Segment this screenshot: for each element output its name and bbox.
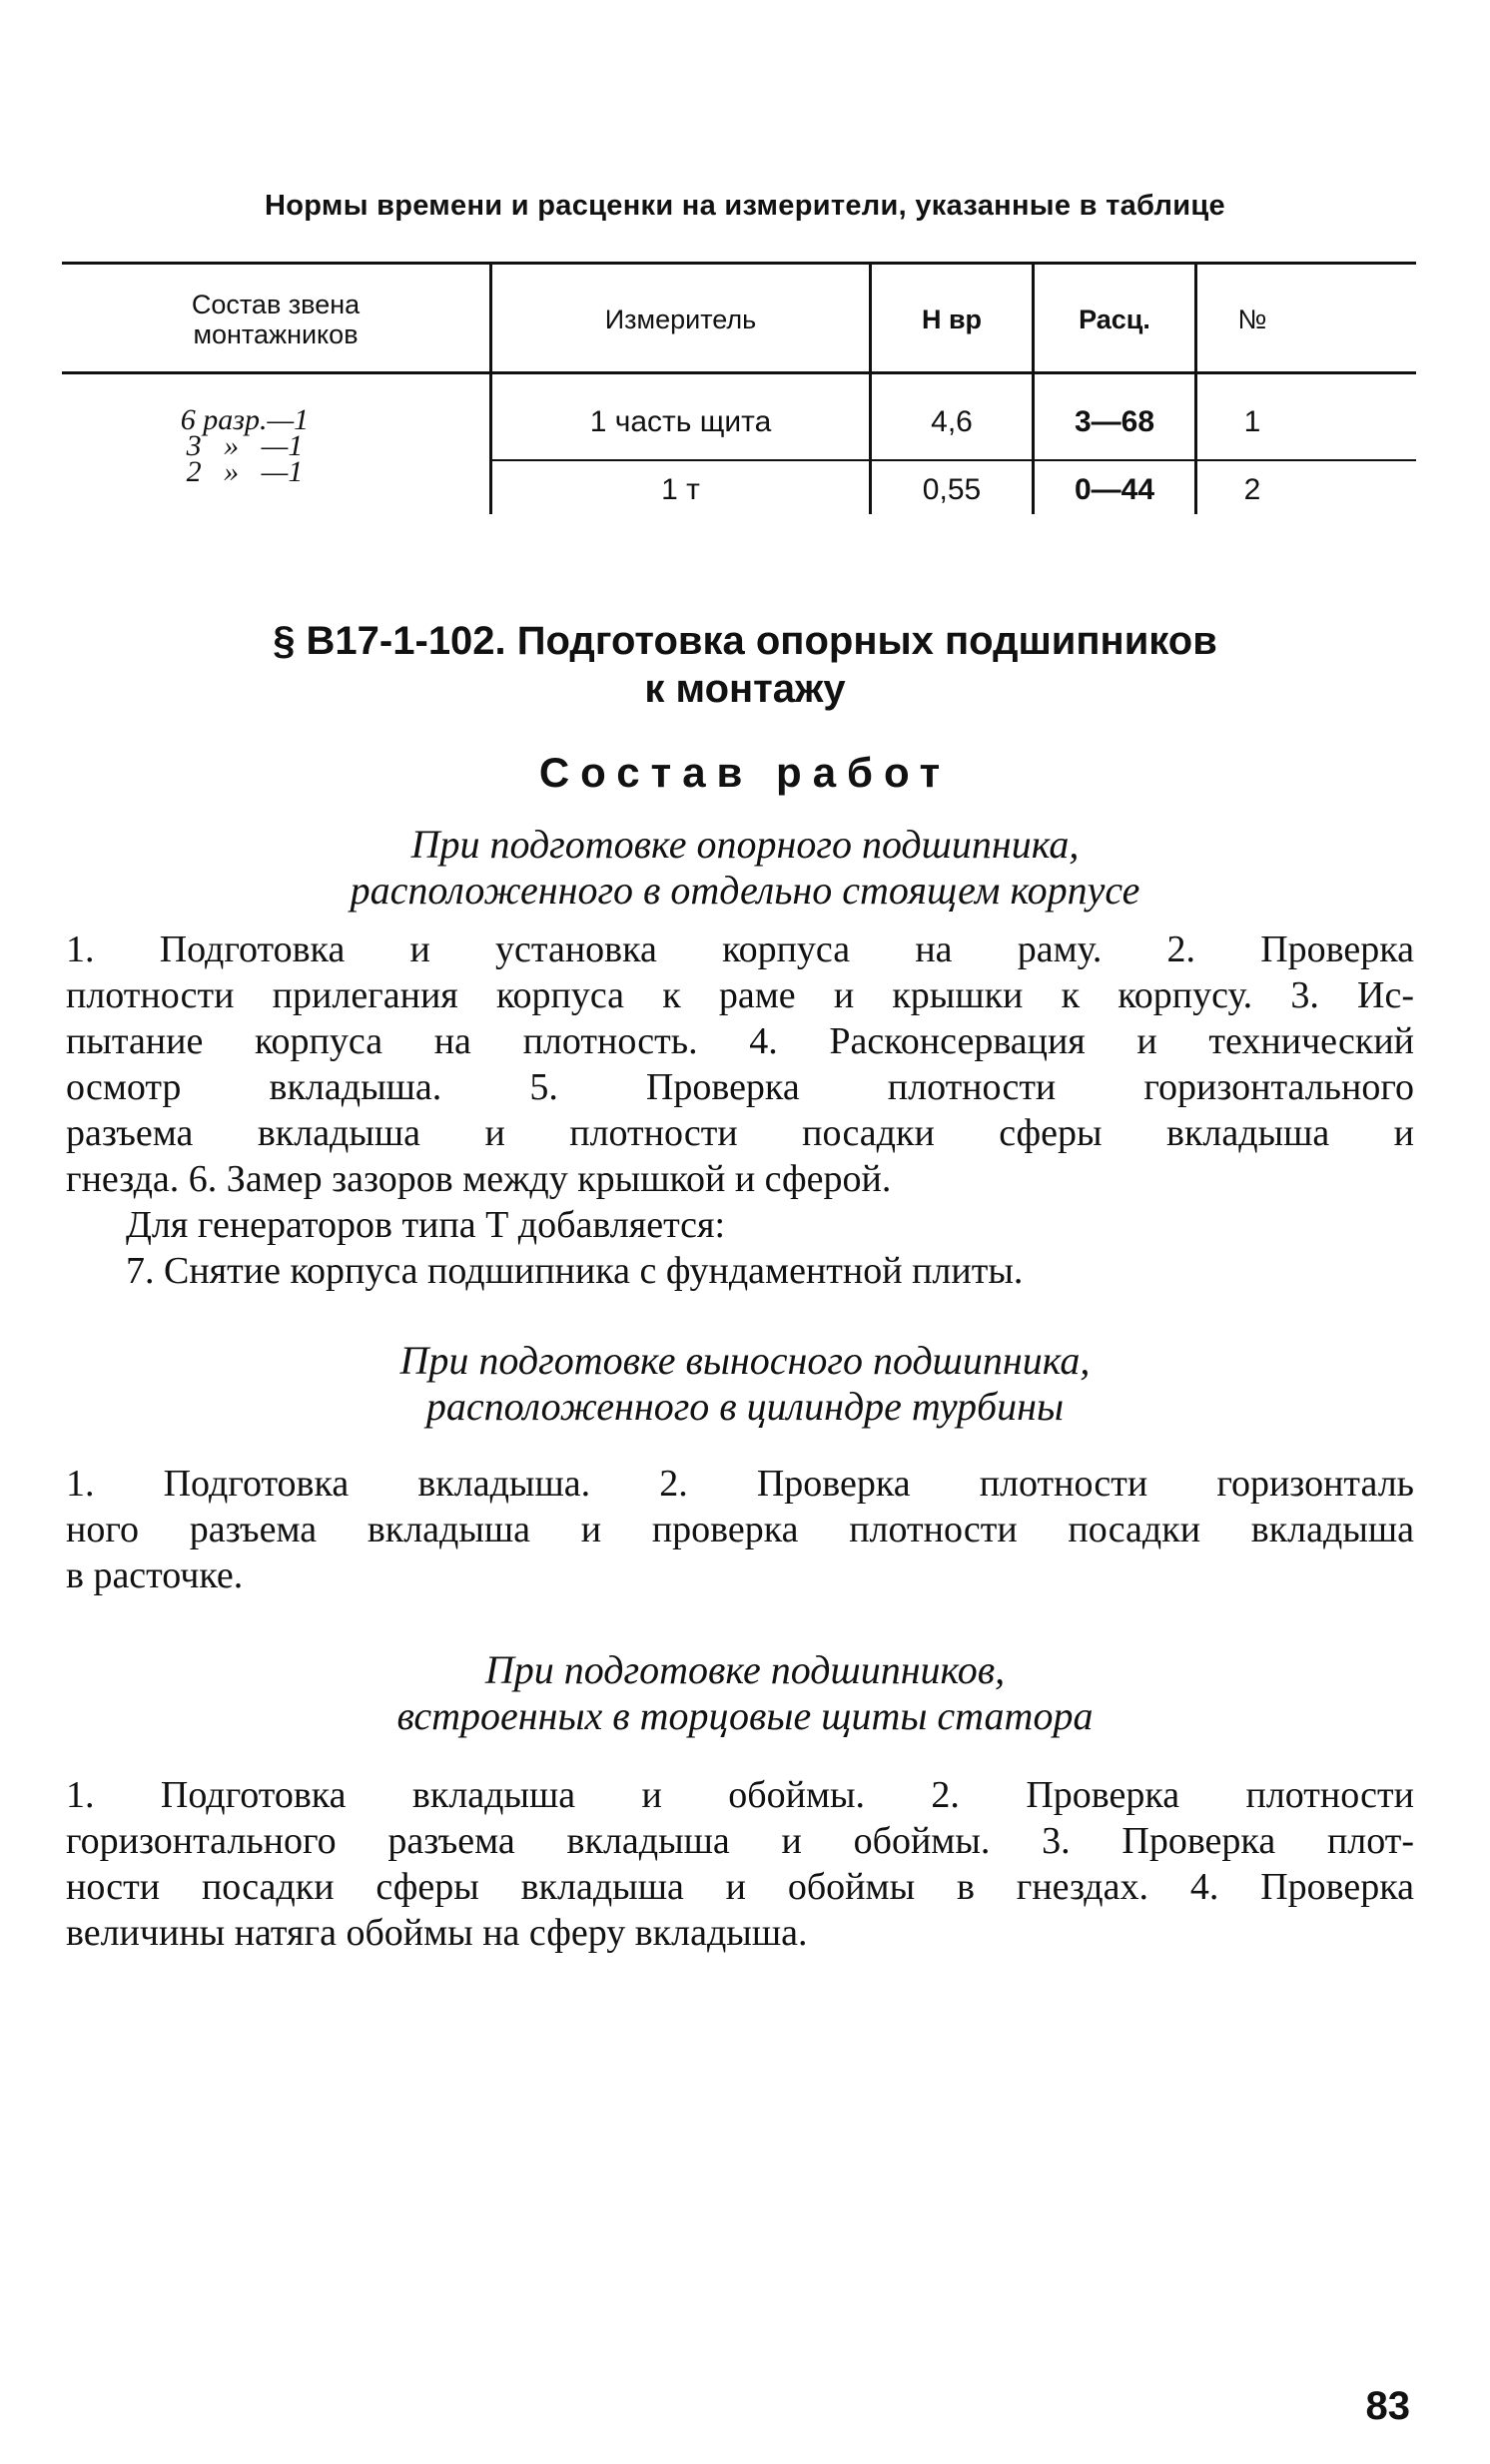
table-caption: Нормы времени и расценки на измерители, указанные в таблице	[265, 190, 1225, 222]
header-num: №	[1237, 305, 1267, 334]
text-line: 1. Подготовка и установка корпуса на раму. 2. Проверка	[66, 928, 1414, 970]
text-line: в расточке.	[66, 1554, 244, 1596]
header-crew	[62, 268, 489, 371]
row-1-measure: 1 часть щита	[589, 405, 772, 438]
crew-line-2: 3 » —1	[186, 429, 304, 462]
text-line: разъема вкладыша и плотности посадки сферы вкладыша и	[66, 1112, 1414, 1154]
text-line: ности посадки сферы вкладыша и обоймы в гнездах. 4. Проверка	[66, 1866, 1414, 1908]
subsection-2-heading-line-1: При подготовке выносного подшипника,	[399, 1338, 1091, 1383]
text-line: пытание корпуса на плотность. 4. Расконсервация и технический	[66, 1020, 1414, 1062]
text-line: величины натяга обоймы на сферу вкладыша.	[66, 1912, 808, 1954]
crew-line-1: 6 разр.—1	[180, 403, 310, 436]
row-2-rate: 0—44	[1074, 473, 1155, 506]
text-line: 7. Снятие корпуса подшипника с фундаментной плиты.	[126, 1250, 1024, 1292]
text-line: ного разъема вкладыша и проверка плотности посадки вкладыша	[66, 1509, 1414, 1550]
text-line: осмотр вкладыша. 5. Проверка плотности горизонтального	[66, 1066, 1414, 1108]
crew-composition	[0, 403, 489, 488]
section-title	[0, 617, 1490, 713]
subsection-2-heading	[0, 1338, 1490, 1430]
row-1-rate: 3—68	[1074, 405, 1155, 438]
row-1-num: 1	[1243, 405, 1261, 438]
row-2-measure: 1 т	[661, 473, 700, 506]
text-line: 1. Подготовка вкладыша. 2. Проверка плотности горизонталь	[66, 1463, 1414, 1505]
subsection-3-heading	[0, 1647, 1490, 1739]
header-measure: Измеритель	[604, 305, 757, 334]
row-2-num: 2	[1243, 473, 1261, 506]
subsection-3-heading-line-1: При подготовке подшипников,	[484, 1647, 1006, 1692]
subsection-1-heading	[0, 822, 1490, 914]
page-number: 83	[1365, 2384, 1410, 2428]
subsection-1-text	[66, 926, 1414, 1294]
subsection-3-heading-line-2: встроенных в торцовые щиты статора	[396, 1693, 1094, 1738]
subsection-1-heading-line-1: При подготовке опорного подшипника,	[410, 822, 1080, 867]
table-top-rule	[62, 262, 1416, 265]
header-norm: Н вр	[921, 304, 983, 334]
subsection-1-heading-line-2: расположенного в отдельно стоящем корпусе	[350, 868, 1140, 913]
table-header-rule	[62, 371, 1416, 374]
text-line: 1. Подготовка вкладыша и обоймы. 2. Проверка плотности	[66, 1774, 1414, 1816]
row-2-norm: 0,55	[922, 473, 982, 506]
subsection-2-text	[66, 1461, 1414, 1598]
subsection-2-heading-line-2: расположенного в цилиндре турбины	[425, 1384, 1065, 1429]
header-crew-line-1: Состав звена	[191, 290, 361, 319]
crew-line-3: 2 » —1	[186, 455, 304, 488]
text-line: гнезда. 6. Замер зазоров между крышкой и сферой.	[66, 1158, 892, 1200]
table-row-divider	[491, 459, 1416, 461]
header-crew-line-2: монтажников	[193, 319, 359, 349]
composition-heading: Состав работ	[538, 749, 952, 796]
subsection-3-text	[66, 1772, 1414, 1956]
header-rate: Расц.	[1079, 304, 1150, 334]
text-line: Для генераторов типа Т добавляется:	[126, 1204, 726, 1246]
text-line: горизонтального разъема вкладыша и обоймы. 3. Проверка плот-	[66, 1820, 1414, 1862]
section-title-line-1: § В17-1-102. Подготовка опорных подшипников	[273, 619, 1217, 663]
row-1-norm: 4,6	[931, 405, 973, 438]
text-line: плотности прилегания корпуса к раме и крышки к корпусу. 3. Ис-	[66, 974, 1414, 1016]
section-title-line-2: к монтажу	[644, 667, 846, 711]
